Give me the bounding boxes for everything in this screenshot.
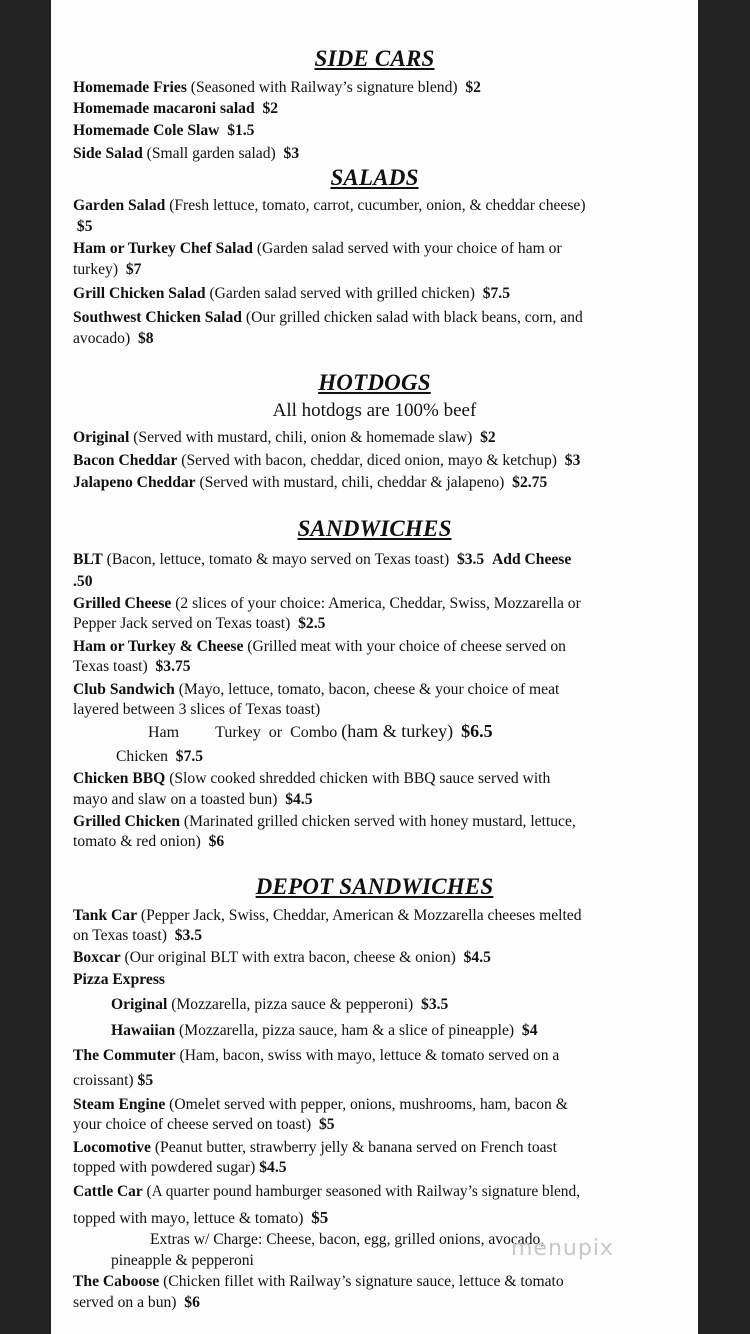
menu-item-grilled-chicken: Grilled Chicken (Marinated grilled chicken served with honey mustard, lettuce, — [73, 813, 576, 830]
menu-item-chicken-bbq: Chicken BBQ (Slow cooked shredded chicken with BBQ sauce served with — [73, 770, 551, 787]
menu-item-tank-car-cont: on Texas toast) $3.5 — [73, 927, 202, 944]
menu-item-southwest-salad: Southwest Chicken Salad (Our grilled chicken salad with black beans, corn, and — [73, 309, 583, 326]
menu-item-extras-cont: pineapple & pepperoni — [111, 1252, 254, 1269]
menu-item-grilled-cheese: Grilled Cheese (2 slices of your choice: America, Cheddar, Swiss, Mozzarella or — [73, 595, 581, 612]
menu-item-blt-add-price: .50 — [73, 573, 93, 590]
menu-item-tank-car: Tank Car (Pepper Jack, Swiss, Cheddar, American & Mozzarella cheeses melted — [73, 907, 582, 924]
menu-item-locomotive-cont: topped with powdered sugar) $4.5 — [73, 1159, 287, 1176]
menu-item-cole-slaw: Homemade Cole Slaw $1.5 — [73, 122, 255, 139]
menu-item-macaroni-salad: Homemade macaroni salad $2 — [73, 100, 279, 117]
menu-item-extras: Extras w/ Charge: Cheese, bacon, egg, grilled onions, avocado, — [150, 1231, 545, 1248]
menu-item-chicken-bbq-cont: mayo and slaw on a toasted bun) $4.5 — [73, 791, 313, 808]
section-salads-heading: SALADS — [330, 165, 419, 190]
section-depot-sandwiches-heading: DEPOT SANDWICHES — [255, 874, 494, 899]
menu-item-pizza-original: Original (Mozzarella, pizza sauce & pepperoni) $3.5 — [111, 996, 449, 1013]
menu-item-ham-turkey-cheese-cont: Texas toast) $3.75 — [73, 658, 191, 675]
hotdog-note: All hotdogs are 100% beef — [272, 400, 477, 421]
menu-item-boxcar: Boxcar (Our original BLT with extra bacon, cheese & onion) $4.5 — [73, 949, 491, 966]
menu-item-club-sandwich: Club Sandwich (Mayo, lettuce, tomato, bacon, cheese & your choice of meat — [73, 681, 560, 698]
menu-item-grilled-chicken-cont: tomato & red onion) $6 — [73, 833, 225, 850]
menu-item-southwest-salad-cont: avocado) $8 — [73, 330, 154, 347]
menu-item-club-sandwich-cont: layered between 3 slices of Texas toast) — [73, 701, 321, 718]
menu-item-chef-salad: Ham or Turkey Chef Salad (Garden salad served with your choice of ham or — [73, 240, 562, 257]
section-sandwiches-heading: SANDWICHES — [297, 516, 452, 541]
menu-item-side-salad: Side Salad (Small garden salad) $3 — [73, 145, 300, 162]
menu-item-cattle-car-cont: topped with mayo, lettuce & tomato) $5 — [73, 1208, 329, 1227]
menu-item-club-chicken: Chicken $7.5 — [116, 748, 204, 765]
menu-item-pizza-express: Pizza Express — [73, 971, 165, 988]
menu-item-steam-engine-cont: your choice of cheese served on toast) $5 — [73, 1116, 335, 1133]
menu-item-homemade-fries: Homemade Fries (Seasoned with Railway’s signature blend) $2 — [73, 79, 481, 96]
menu-item-the-commuter-cont: croissant) $5 — [73, 1072, 154, 1089]
menu-item-blt: BLT (Bacon, lettuce, tomato & mayo served on Texas toast) $3.5 Add Cheese — [73, 551, 572, 568]
menu-item-grilled-cheese-cont: Pepper Jack served on Texas toast) $2.5 — [73, 615, 326, 632]
watermark: menupix — [511, 1236, 614, 1261]
menu-item-grill-chicken-salad: Grill Chicken Salad (Garden salad served with grilled chicken) $7.5 — [73, 285, 510, 302]
menu-item-original-hotdog: Original (Served with mustard, chili, onion & homemade slaw) $2 — [73, 429, 496, 446]
menu-item-club-options: Ham Turkey or Combo (ham & turkey) $6.5 — [148, 721, 493, 741]
section-side-cars-heading: SIDE CARS — [314, 46, 435, 71]
section-hotdogs-heading: HOTDOGS — [318, 370, 431, 395]
menu-item-ham-turkey-cheese: Ham or Turkey & Cheese (Grilled meat with your choice of cheese served on — [73, 638, 566, 655]
menu-page — [51, 0, 698, 1334]
menu-item-jalapeno-cheddar: Jalapeno Cheddar (Served with mustard, chili, cheddar & jalapeno) $2.75 — [73, 474, 548, 491]
menu-item-garden-salad: Garden Salad (Fresh lettuce, tomato, carrot, cucumber, onion, & cheddar cheese) — [73, 197, 586, 214]
menu-item-the-commuter: The Commuter (Ham, bacon, swiss with mayo, lettuce & tomato served on a — [73, 1047, 560, 1064]
menu-item-bacon-cheddar: Bacon Cheddar (Served with bacon, cheddar, diced onion, mayo & ketchup) $3 — [73, 452, 581, 469]
menu-item-locomotive: Locomotive (Peanut butter, strawberry jelly & banana served on French toast — [73, 1139, 557, 1156]
menu-item-pizza-hawaiian: Hawaiian (Mozzarella, pizza sauce, ham & a slice of pineapple) $4 — [111, 1022, 538, 1039]
menu-item-chef-salad-cont: turkey) $7 — [73, 261, 142, 278]
menu-item-cattle-car: Cattle Car (A quarter pound hamburger seasoned with Railway’s signature blend, — [73, 1183, 581, 1200]
menu-item-the-caboose: The Caboose (Chicken fillet with Railway’s signature sauce, lettuce & tomato — [73, 1273, 564, 1290]
menu-item-steam-engine: Steam Engine (Omelet served with pepper, onions, mushrooms, ham, bacon & — [73, 1096, 568, 1113]
menu-item-the-caboose-cont: served on a bun) $6 — [73, 1294, 200, 1311]
menu-item-garden-salad-price: $5 — [76, 218, 93, 235]
